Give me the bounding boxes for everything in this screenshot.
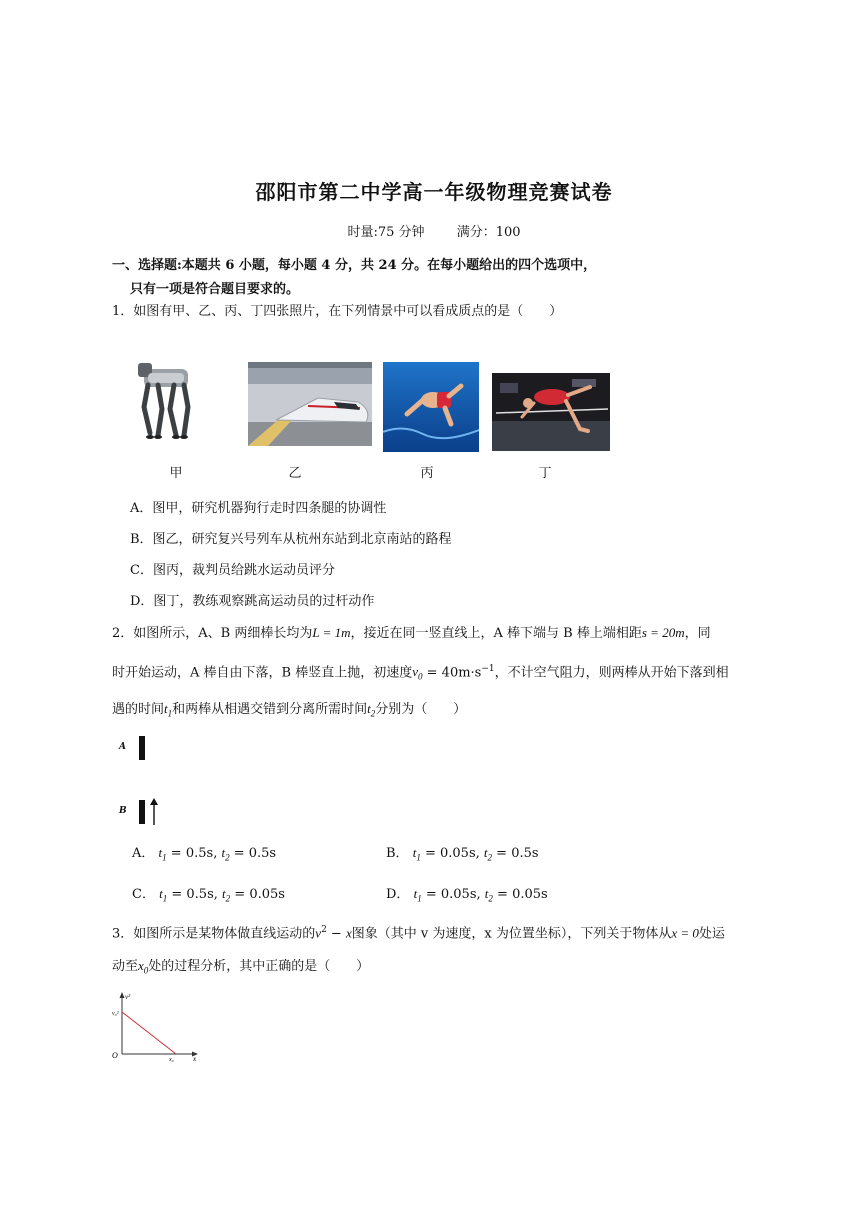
q1-option-c[interactable]: C．图丙，裁判员给跳水运动员评分	[130, 563, 335, 578]
v0sq-label: v₀²	[112, 1011, 119, 1017]
y-axis-label: v²	[125, 993, 131, 1001]
section-heading-line2: 只有一项是符合题目要求的。	[130, 282, 300, 297]
q2-option-b[interactable]: B． $t_1 = 0.05s$, $t_2 = 0.5s$	[386, 845, 539, 863]
q2-initial-velocity: 40m·s	[441, 665, 482, 681]
exam-meta	[0, 221, 868, 240]
q2-line2: 时开始运动，A 棒自由下落，B 棒竖直上抛，初速度$v_0 = 40m\cdot s^{-1}$，不计空气阻力，则两棒从开始下落到相	[112, 664, 729, 682]
up-arrow-icon	[149, 798, 159, 826]
v2-x-line	[122, 1012, 176, 1054]
caption-jia: 甲	[169, 466, 183, 481]
q1-option-b[interactable]: B．图乙，研究复兴号列车从杭州东站到北京南站的路程	[130, 532, 452, 547]
q1-option-d[interactable]: D．图丁，教练观察跳高运动员的过杆动作	[130, 594, 375, 609]
v2-x-graph	[110, 990, 200, 1062]
q2-distance: s = 20m	[641, 625, 685, 640]
q2-line1: 2．如图所示，A、B 两细棒长均为L = 1m，接近在同一竖直线上，A 棒下端与 B 棒上端相距s = 20m，同	[112, 625, 711, 641]
y-axis-arrow-icon	[120, 992, 125, 998]
x0-label: x₀	[169, 1057, 174, 1062]
x-axis-label: x	[193, 1055, 197, 1062]
q1-stem: 1．如图有甲、乙、丙、丁四张照片，在下列情景中可以看成质点的是（ ）	[112, 304, 563, 319]
time-limit: 时量:75 分钟	[347, 225, 425, 240]
photo-robot-dog	[130, 355, 202, 445]
photo-high-jumper	[492, 373, 610, 451]
exam-title: 邵阳市第二中学高一年级物理竞赛试卷	[255, 180, 613, 204]
q2-option-c[interactable]: C． $t_1 = 0.5s$, $t_2 = 0.05s$	[132, 886, 285, 904]
caption-bing: 丙	[420, 466, 434, 481]
rod-a-label: A	[119, 742, 126, 752]
q2-option-a[interactable]: A． $t_1 = 0.5s$, $t_2 = 0.5s$	[132, 845, 277, 863]
q2-line3: 遇的时间$t_1$和两棒从相遇交错到分离所需时间$t_2$分别为（ ）	[112, 701, 467, 719]
origin-label: O	[112, 1051, 118, 1060]
section-heading-line1: 一、选择题:本题共 6 小题，每小题 4 分，共 24 分。在每小题给出的四个选项中，	[112, 258, 597, 273]
photo-diver	[383, 362, 479, 452]
rod-a	[139, 736, 145, 760]
q3-line1: 3．如图所示是某物体做直线运动的$v^2 - x$图象（其中 v 为速度，x 为位置坐标），下列关于物体从x = 0处运	[112, 925, 725, 942]
q3-line2: 动至$x_0$处的过程分析，其中正确的是（ ）	[112, 958, 370, 976]
rod-b-label: B	[119, 806, 127, 816]
caption-ding: 丁	[538, 466, 552, 481]
caption-yi: 乙	[288, 466, 302, 481]
q1-option-a[interactable]: A．图甲，研究机器狗行走时四条腿的协调性	[130, 501, 387, 516]
rod-b	[139, 800, 145, 824]
full-score: 满分：100	[456, 225, 521, 240]
q2-length: L = 1m	[312, 625, 351, 640]
q2-option-d[interactable]: D． $t_1 = 0.05s$, $t_2 = 0.05s$	[386, 886, 548, 904]
photo-bullet-train	[248, 362, 372, 446]
